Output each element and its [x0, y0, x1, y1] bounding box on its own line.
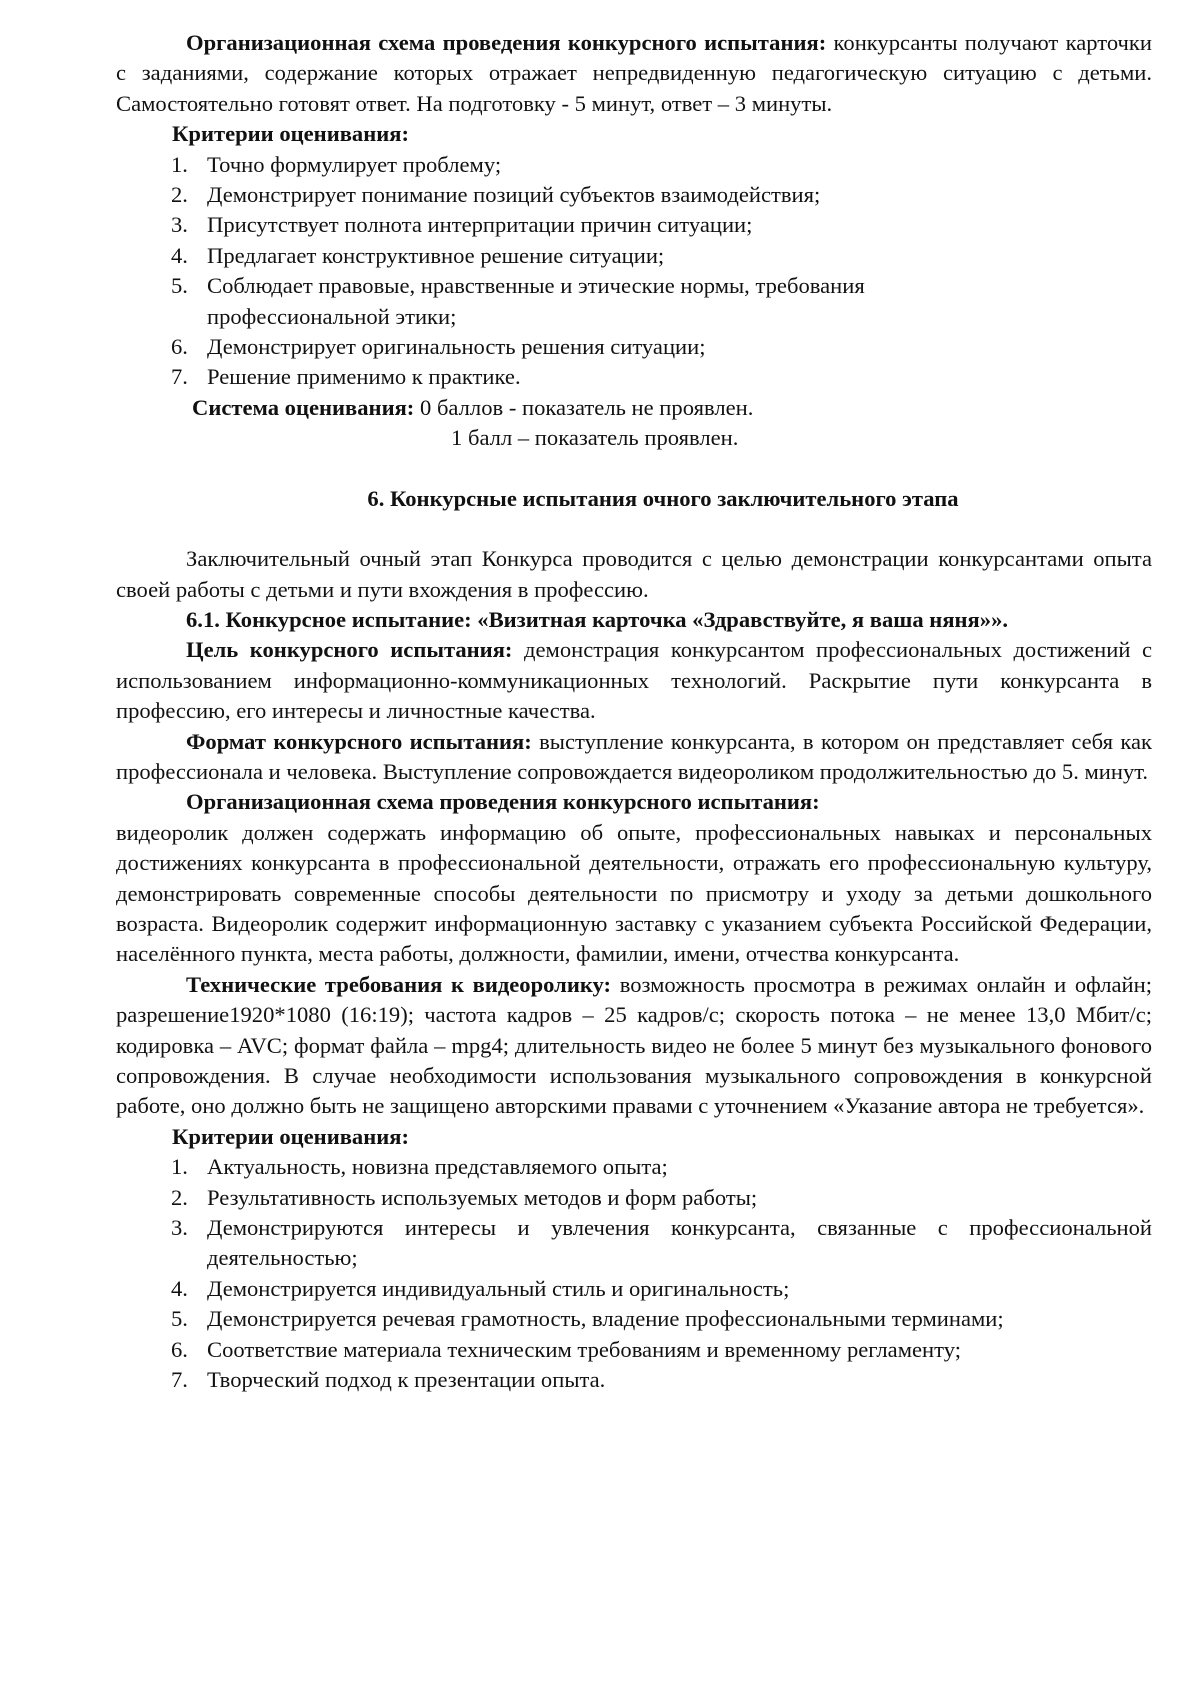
list-item [116, 1304, 1152, 1334]
list-item-number: 4. [171, 242, 188, 268]
list-item [116, 150, 1152, 180]
scoring-line-1 [116, 393, 1152, 423]
list-item-number: 2. [171, 182, 188, 208]
list-item [116, 180, 1152, 210]
scoring-line-2: 1 балл – показатель проявлен. [451, 425, 739, 451]
tech-text: возможность просмотра в режимах онлайн и офлайн; разрешение1920*1080 (16:19); частота кадров – 25 кадров/с; скорость потока – не менее 13,0 Мбит/с; кодировка – AVC; формат файла – mpg4; длительность видео не более 5 минут без музыкального фонового сопровождения. В случае необходимости использования музыкального сопровождения в конкурсной работе, оно должно быть не защищено авторскими правами с уточнением «Указание автора не требуется». [116, 971, 1152, 1119]
list-item-text: Демонстрируются интересы и увлечения конкурсанта, связанные с профессиональной деятельностью; [207, 1215, 1152, 1271]
list-item-number: 7. [171, 364, 188, 390]
list-item [116, 1183, 1152, 1213]
list-item-text: Демонстрирует оригинальность решения ситуации; [207, 334, 706, 360]
list-item-text: Актуальность, новизна представляемого опыта; [207, 1154, 668, 1180]
list-item-text: Присутствует полнота интерпритации причин ситуации; [207, 212, 753, 238]
scoring-zero: 0 баллов - показатель не проявлен. [414, 394, 754, 420]
list-item-text: Демонстрируется речевая грамотность, владение профессиональными терминами; [207, 1306, 1004, 1332]
org-scheme-heading: Организационная схема проведения конкурсного испытания: [186, 30, 827, 55]
list-item-number: 1. [171, 151, 188, 177]
list-item-number: 7. [171, 1367, 188, 1393]
list-item-number: 3. [171, 212, 188, 238]
list-item [116, 1274, 1152, 1304]
list-item-text: Демонстрируется индивидуальный стиль и оригинальность; [207, 1275, 790, 1301]
criteria-heading: Критерии оценивания: [172, 121, 410, 147]
criteria-list-2 [116, 1152, 1152, 1395]
list-item [116, 241, 1152, 271]
goal-paragraph [116, 635, 1152, 726]
list-item-text: Соответствие материала техническим требованиям и временному регламенту; [207, 1336, 961, 1362]
list-item-number: 2. [171, 1184, 188, 1210]
list-item-number: 3. [171, 1215, 188, 1241]
list-item-text: Точно формулирует проблему; [207, 151, 502, 177]
list-item-text: Творческий подход к презентации опыта. [207, 1367, 606, 1393]
goal-text: демонстрация конкурсантом профессиональных достижений с использованием информационно-коммуникационных технологий. Раскрытие пути конкурсанта в профессию, его интересы и личностные качества. [116, 637, 1152, 724]
format-paragraph [116, 727, 1152, 788]
section-title: 6. Конкурсные испытания очного заключительного этапа [367, 485, 959, 511]
document-page [116, 28, 1152, 1395]
list-item [116, 271, 1152, 332]
list-item-number: 6. [171, 1336, 188, 1362]
list-item-number: 4. [171, 1275, 188, 1301]
list-item [116, 362, 1152, 392]
list-item-number: 1. [171, 1154, 188, 1180]
list-item-text: Предлагает конструктивное решение ситуации; [207, 242, 665, 268]
list-item-number: 6. [171, 334, 188, 360]
list-item [116, 210, 1152, 240]
goal-heading: Цель конкурсного испытания: [186, 637, 513, 663]
org-scheme-paragraph [116, 28, 1152, 119]
org-scheme-text: конкурсанты получают карточки с заданиями, содержание которых отражает непредвиденную педагогическую ситуацию с детьми. Самостоятельно готовят ответ. На подготовку - 5 минут, ответ – 3 минуты. [116, 30, 1152, 116]
org-scheme-heading-2: Организационная схема проведения конкурсного испытания: [186, 789, 820, 815]
list-item [116, 1213, 1152, 1274]
list-item-text: Решение применимо к практике. [207, 364, 521, 390]
list-item [116, 332, 1152, 362]
org-scheme-text-2: видеоролик должен содержать информацию об опыте, профессиональных навыках и персональных достижениях конкурсанта в профессиональной деятельности, отражать его профессиональную культуру, демонстрировать современные способы деятельности по присмотру и уходу за детьми дошкольного возраста. Видеоролик содержит информационную заставку с указанием субъекта Российской Федерации, населённого пункта, места работы, должности, фамилии, имени, отчества конкурсанта. [116, 819, 1152, 967]
tech-paragraph [116, 970, 1152, 1122]
list-item [116, 1335, 1152, 1365]
format-heading: Формат конкурсного испытания: [186, 728, 532, 754]
list-item-text: Демонстрирует понимание позиций субъектов взаимодействия; [207, 182, 821, 208]
list-item [116, 1365, 1152, 1395]
tech-heading: Технические требования к видеоролику: [186, 971, 612, 997]
list-item-text: Соблюдает правовые, нравственные и этические нормы, требования профессиональной этики; [207, 273, 865, 329]
scoring-heading: Система оценивания: [192, 394, 415, 420]
list-item-number: 5. [171, 273, 188, 299]
list-item [116, 1152, 1152, 1182]
subsection-title: 6.1. Конкурсное испытание: «Визитная карточка «Здравствуйте, я ваша няня»». [186, 606, 1009, 632]
criteria-heading-2: Критерии оценивания: [172, 1123, 410, 1149]
list-item-text: Результативность используемых методов и форм работы; [207, 1184, 758, 1210]
section-intro: Заключительный очный этап Конкурса проводится с целью демонстрации конкурсантами опыта своей работы с детьми и пути вхождения в профессию. [116, 546, 1152, 602]
criteria-list [116, 150, 1152, 393]
list-item-number: 5. [171, 1306, 188, 1332]
format-text: выступление конкурсанта, в котором он представляет себя как профессионала и человека. Выступление сопровождается видеороликом продолжительностью до 5. минут. [116, 728, 1152, 784]
